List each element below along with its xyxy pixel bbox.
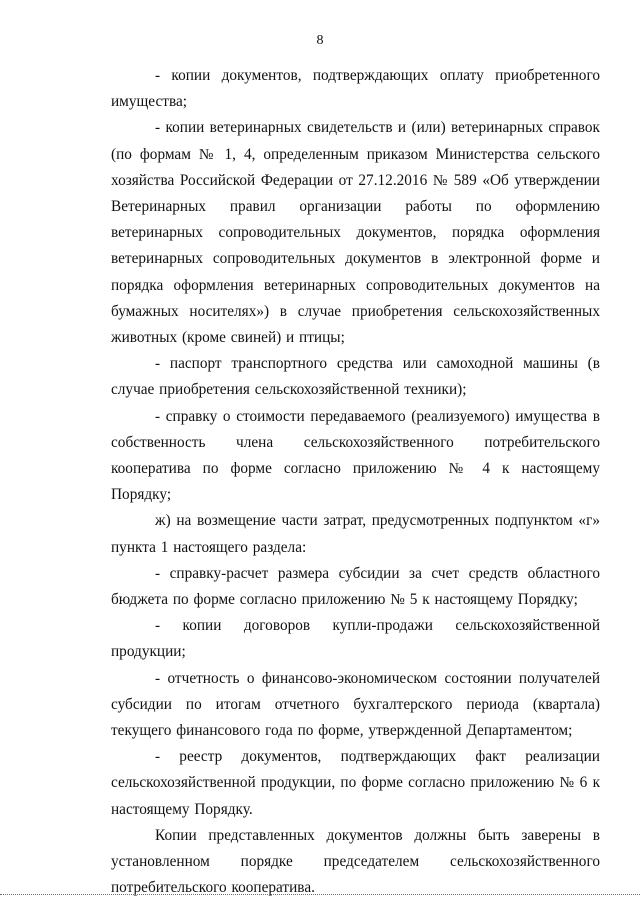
page-number: 8	[316, 33, 324, 48]
paragraph-item-zh: ж) на возмещение части затрат, предусмотренных подпунктом «г» пункта 1 настоящего раздела:	[111, 512, 600, 556]
paragraph-property-value-certificate: - справку о стоимости передаваемого (реализуемого) имущества в собственность члена сельскохозяйственного потребительского кооператива по форме согласно приложению № 4 к настоящему Порядку;	[111, 407, 600, 504]
bottom-divider	[0, 894, 640, 895]
paragraph-sale-contracts: - копии договоров купли-продажи сельскохозяйственной продукции;	[111, 617, 600, 661]
paragraph-vehicle-passport: - паспорт транспортного средства или самоходной машины (в случае приобретения сельскохозяйственной техники);	[111, 355, 600, 399]
paragraph-financial-report: - отчетность о финансово-экономическом состоянии получателей субсидии по итогам отчетного бухгалтерского периода (квартала) текущего финансового года по форме, утвержденной Департаментом;	[111, 669, 600, 740]
paragraph-sales-register: - реестр документов, подтверждающих факт реализации сельскохозяйственной продукции, по форме согласно приложению № 6 к настоящему Порядку.	[111, 748, 600, 818]
paragraph-payment-documents: - копии документов, подтверждающих оплату приобретенного имущества;	[111, 67, 600, 111]
paragraph-subsidy-calculation: - справку-расчет размера субсидии за счет средств областного бюджета по форме согласно приложению № 5 к настоящему Порядку;	[111, 564, 600, 609]
document-body	[111, 63, 600, 902]
paragraph-certification-requirement: Копии представленных документов должны быть заверены в установленном порядке председателем сельскохозяйственного потребительского кооператива.	[111, 826, 600, 897]
paragraph-veterinary-certificates: - копии ветеринарных свидетельств и (или) ветеринарных справок (по формам № 1, 4, определенным приказом Министерства сельского хозяйства Российской Федерации от 27.12.2016 № 589 «Об утверждении Ветеринарных правил организации работы по оформлению ветеринарных сопроводительных документов, порядка оформления ветеринарных сопроводительных документов в электронной форме и порядка оформления ветеринарных сопроводительных документов на бумажных носителях») в случае приобретения сельскохозяйственных животных (кроме свиней) и птицы;	[111, 119, 600, 347]
